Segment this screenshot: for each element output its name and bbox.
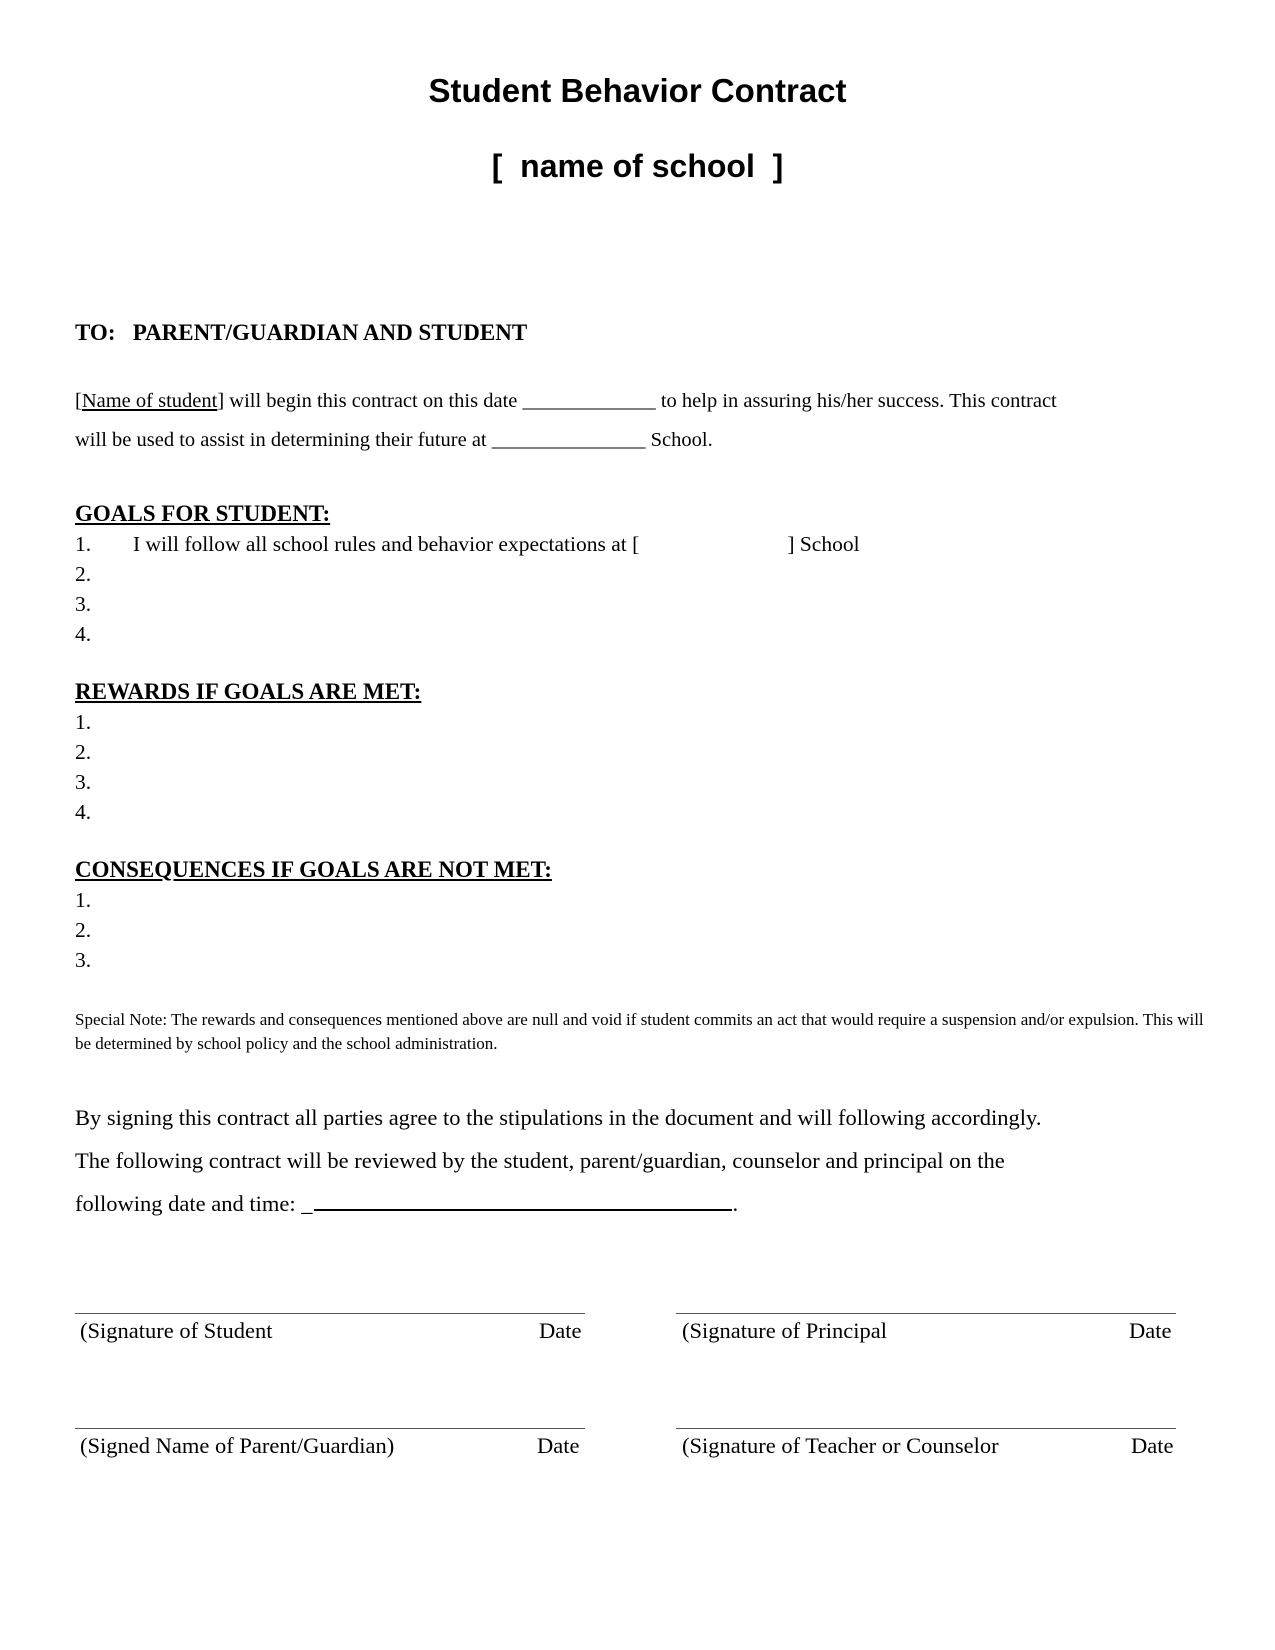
teacher-date-label: Date [1131,1433,1174,1458]
list-item: 2. [75,562,92,586]
student-name-placeholder: Name of student [81,390,218,412]
list-item: 1. [75,888,92,912]
list-item: 2. [75,918,92,942]
list-item: 3. [75,592,92,616]
teacher-signature-label: (Signature of Teacher or Counselor [682,1433,999,1458]
addressee-line: TO: PARENT/GUARDIAN AND STUDENT [75,320,528,345]
teacher-signature-line[interactable] [676,1428,1176,1429]
rewards-heading: REWARDS IF GOALS ARE MET: [75,679,422,704]
parent-signature-line[interactable] [75,1428,585,1429]
document-title: Student Behavior Contract [428,72,847,109]
agreement-line-3: following date and time: _ . [75,1191,739,1216]
principal-signature-line[interactable] [676,1313,1176,1314]
rewards-list [75,707,133,827]
special-note: Special Note: The rewards and consequences mentioned above are null and void if student commits an act that would require a suspension and/or expulsion. This will be determined by school policy and the school administration. [75,1010,1204,1053]
list-item: 4. [75,622,92,646]
agreement-line-2: The following contract will be reviewed by the student, parent/guardian, counselor and principal on the [75,1148,1005,1173]
goals-heading: GOALS FOR STUDENT: [75,501,331,526]
list-item: 1. I will follow all school rules and behavior expectations at [ ] School [75,532,860,556]
principal-signature-label: (Signature of Principal [682,1318,887,1343]
goals-list [75,529,860,649]
list-item: 3. [75,770,92,794]
student-signature-line[interactable] [75,1313,585,1314]
principal-date-label: Date [1129,1318,1172,1343]
parent-signature-label: (Signed Name of Parent/Guardian) [80,1433,395,1458]
student-signature-label: (Signature of Student [80,1318,273,1343]
agreement-line-1: By signing this contract all parties agree to the stipulations in the document and will following accordingly. [75,1105,1042,1130]
list-item: 3. [75,948,92,972]
list-item: 4. [75,800,92,824]
review-date-blank[interactable] [314,1189,732,1211]
parent-date-label: Date [537,1433,580,1458]
intro-line-2: will be used to assist in determining their future at _______________ School. [75,429,713,451]
consequences-heading: CONSEQUENCES IF GOALS ARE NOT MET: [75,857,552,882]
student-date-label: Date [539,1318,582,1343]
school-name-placeholder: [ name of school ] [491,148,784,184]
list-item: 1. [75,710,92,734]
intro-paragraph [75,382,1057,460]
intro-line-1: [Name of student] will begin this contract on this date _____________ to help in assuring his/her success. This contract [75,390,1057,412]
list-item: 2. [75,740,92,764]
consequences-list [75,885,133,975]
agreement-paragraph [75,1096,1215,1225]
